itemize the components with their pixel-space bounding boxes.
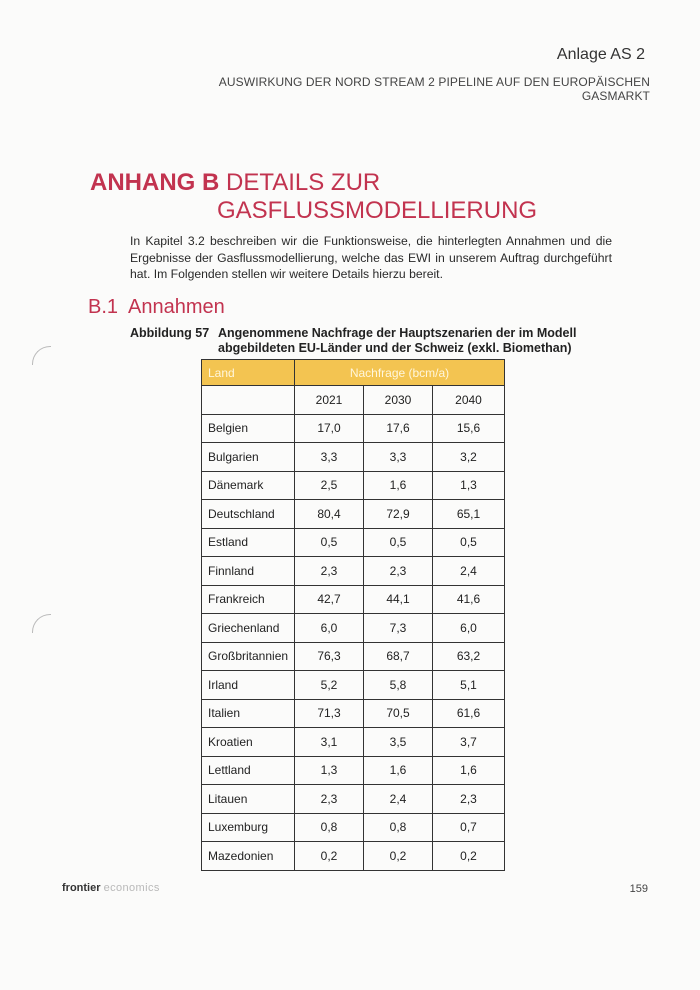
cell-2040: 63,2 xyxy=(433,642,505,671)
table-row xyxy=(202,500,505,529)
figure-label: Abbildung 57 xyxy=(130,326,210,340)
header-demand: Nachfrage (bcm/a) xyxy=(295,360,505,386)
year-2030: 2030 xyxy=(364,386,433,415)
header-land: Land xyxy=(202,360,295,386)
annex-label: Anlage AS 2 xyxy=(556,46,645,63)
cell-2040: 3,7 xyxy=(433,728,505,757)
year-2021: 2021 xyxy=(295,386,364,415)
figure-caption-text: Angenommene Nachfrage der Hauptszenarien der im Modell abgebildeten EU-Länder und der Schweiz (exkl. Biomethan) xyxy=(218,326,577,355)
cell-2021: 0,5 xyxy=(295,528,364,557)
cell-2040: 2,3 xyxy=(433,785,505,814)
cell-2030: 3,3 xyxy=(364,443,433,472)
cell-land: Luxemburg xyxy=(202,813,295,842)
cell-land: Irland xyxy=(202,671,295,700)
table-row xyxy=(202,614,505,643)
cell-2040: 1,3 xyxy=(433,471,505,500)
cell-2021: 3,3 xyxy=(295,443,364,472)
footer-brand xyxy=(62,882,160,894)
cell-2021: 71,3 xyxy=(295,699,364,728)
cell-2030: 1,6 xyxy=(364,756,433,785)
cell-2030: 2,4 xyxy=(364,785,433,814)
cell-2040: 0,7 xyxy=(433,813,505,842)
cell-2021: 5,2 xyxy=(295,671,364,700)
table-row xyxy=(202,585,505,614)
cell-2030: 0,8 xyxy=(364,813,433,842)
cell-2021: 2,3 xyxy=(295,557,364,586)
cell-2021: 0,2 xyxy=(295,842,364,871)
cell-land: Finnland xyxy=(202,557,295,586)
cell-2040: 0,2 xyxy=(433,842,505,871)
figure-caption xyxy=(130,326,600,355)
table-row xyxy=(202,671,505,700)
table-row xyxy=(202,756,505,785)
brand-accent: economics xyxy=(103,882,160,894)
cell-land: Litauen xyxy=(202,785,295,814)
demand-table xyxy=(201,359,505,871)
cell-2021: 2,5 xyxy=(295,471,364,500)
table-row xyxy=(202,443,505,472)
cell-2021: 0,8 xyxy=(295,813,364,842)
table-row xyxy=(202,699,505,728)
cell-2030: 5,8 xyxy=(364,671,433,700)
running-header-line2: GASMARKT xyxy=(581,89,650,103)
year-row-empty-cell xyxy=(202,386,295,415)
cell-2030: 44,1 xyxy=(364,585,433,614)
cell-2040: 41,6 xyxy=(433,585,505,614)
chapter-label: ANHANG B xyxy=(90,169,220,196)
cell-2021: 80,4 xyxy=(295,500,364,529)
table-row xyxy=(202,471,505,500)
chapter-title-line1: DETAILS ZUR xyxy=(226,169,381,196)
cell-2030: 70,5 xyxy=(364,699,433,728)
cell-land: Lettland xyxy=(202,756,295,785)
table-row xyxy=(202,842,505,871)
cell-2040: 1,6 xyxy=(433,756,505,785)
table-row xyxy=(202,414,505,443)
section-title: Annahmen xyxy=(128,296,225,318)
chapter-title-line2: GASFLUSSMODELLIERUNG xyxy=(217,197,538,224)
cell-land: Frankreich xyxy=(202,585,295,614)
section-number: B.1 xyxy=(88,296,119,318)
cell-land: Großbritannien xyxy=(202,642,295,671)
cell-2040: 3,2 xyxy=(433,443,505,472)
table-row xyxy=(202,813,505,842)
cell-2021: 76,3 xyxy=(295,642,364,671)
table-row xyxy=(202,528,505,557)
cell-land: Belgien xyxy=(202,414,295,443)
cell-land: Deutschland xyxy=(202,500,295,529)
cell-land: Mazedonien xyxy=(202,842,295,871)
cell-2040: 5,1 xyxy=(433,671,505,700)
cell-2030: 7,3 xyxy=(364,614,433,643)
cell-2030: 72,9 xyxy=(364,500,433,529)
cell-2040: 15,6 xyxy=(433,414,505,443)
cell-2040: 65,1 xyxy=(433,500,505,529)
cell-2040: 2,4 xyxy=(433,557,505,586)
cell-2030: 17,6 xyxy=(364,414,433,443)
cell-2030: 1,6 xyxy=(364,471,433,500)
cell-2030: 3,5 xyxy=(364,728,433,757)
year-row xyxy=(202,386,505,415)
table-row xyxy=(202,728,505,757)
cell-2021: 2,3 xyxy=(295,785,364,814)
cell-2021: 6,0 xyxy=(295,614,364,643)
cell-2040: 0,5 xyxy=(433,528,505,557)
table-row xyxy=(202,557,505,586)
page-number: 159 xyxy=(629,883,648,895)
brand-name: frontier xyxy=(62,882,101,894)
cell-land: Kroatien xyxy=(202,728,295,757)
cell-2030: 0,2 xyxy=(364,842,433,871)
table-row xyxy=(202,785,505,814)
year-2040: 2040 xyxy=(433,386,505,415)
chapter-heading xyxy=(90,169,537,225)
cell-2030: 0,5 xyxy=(364,528,433,557)
cell-land: Estland xyxy=(202,528,295,557)
cell-land: Griechenland xyxy=(202,614,295,643)
margin-arc-mark xyxy=(32,614,51,633)
intro-paragraph: In Kapitel 3.2 beschreiben wir die Funktionsweise, die hinterlegten Annahmen und die Ergebnisse der Gasflussmodellierung, welche das EWI in unserem Auftrag durchgeführt hat. Im Folgenden stellen wir weitere Details hierzu bereit. xyxy=(130,234,612,281)
cell-land: Dänemark xyxy=(202,471,295,500)
running-header xyxy=(130,75,650,103)
section-heading xyxy=(88,296,225,319)
cell-2021: 42,7 xyxy=(295,585,364,614)
table-header-row xyxy=(202,360,505,386)
cell-2030: 68,7 xyxy=(364,642,433,671)
cell-2040: 61,6 xyxy=(433,699,505,728)
cell-2021: 17,0 xyxy=(295,414,364,443)
cell-land: Italien xyxy=(202,699,295,728)
margin-arc-mark xyxy=(32,346,51,365)
cell-2021: 3,1 xyxy=(295,728,364,757)
cell-2040: 6,0 xyxy=(433,614,505,643)
running-header-line1: AUSWIRKUNG DER NORD STREAM 2 PIPELINE AUF DEN EUROPÄISCHEN xyxy=(218,75,650,89)
cell-2030: 2,3 xyxy=(364,557,433,586)
cell-land: Bulgarien xyxy=(202,443,295,472)
cell-2021: 1,3 xyxy=(295,756,364,785)
table-row xyxy=(202,642,505,671)
